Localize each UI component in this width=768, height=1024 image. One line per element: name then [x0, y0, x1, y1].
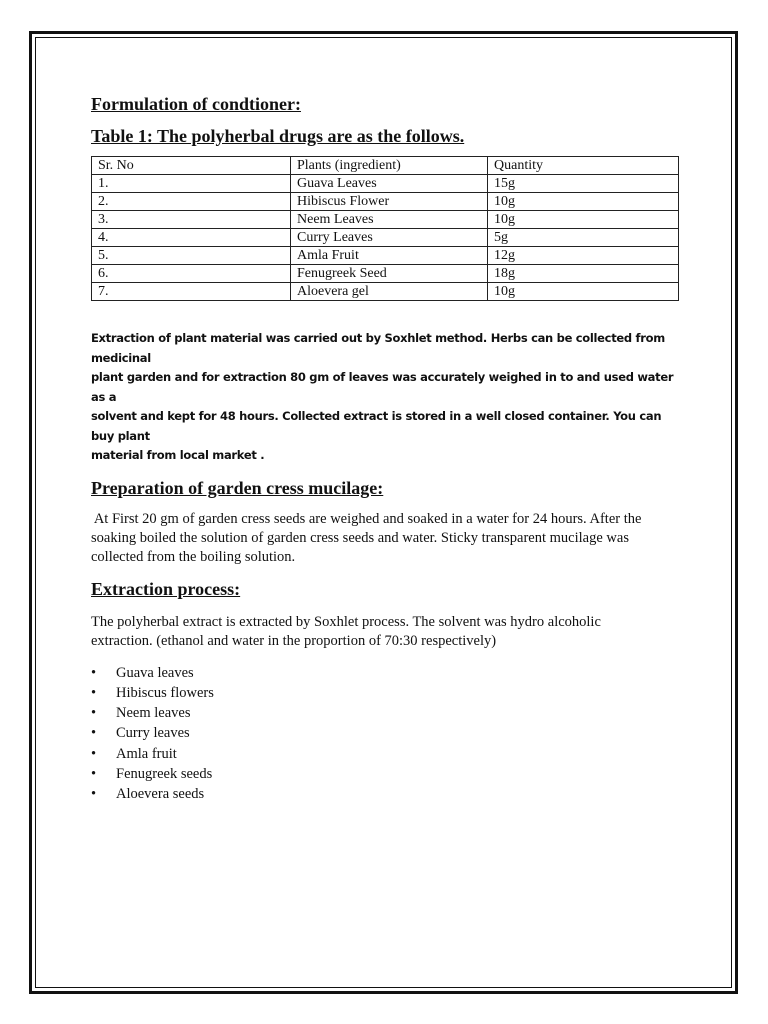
list-item [91, 723, 681, 743]
note-line: solvent and kept for 48 hours. Collected extract is stored in a well closed container. You can buy plant [91, 409, 662, 443]
table-row [92, 265, 679, 283]
table-cell: 5g [488, 229, 679, 247]
list-item [91, 703, 681, 723]
list-item-label: Guava leaves [116, 664, 194, 681]
mucilage-heading: Preparation of garden cress mucilage: [91, 477, 384, 498]
paragraph-line: At First 20 gm of garden cress seeds are weighed and soaked in a water for 24 hours. After the [91, 510, 642, 527]
note-line: material from local market . [91, 448, 265, 462]
paragraph-line: collected from the boiling solution. [91, 548, 296, 565]
note-line: plant garden and for extraction 80 gm of leaves was accurately weighed in to and used water as a [91, 370, 674, 404]
list-item-label: Amla fruit [116, 745, 177, 762]
table-cell: Curry Leaves [291, 229, 488, 247]
paragraph-line: The polyherbal extract is extracted by Soxhlet process. The solvent was hydro alcoholic [91, 613, 601, 630]
table-cell: 1. [92, 175, 291, 193]
paragraph-line: soaking boiled the solution of garden cress seeds and water. Sticky transparent mucilage was [91, 529, 629, 546]
bullet-icon: • [91, 664, 97, 681]
table-cell: 7. [92, 283, 291, 301]
bullet-icon: • [91, 705, 97, 722]
list-item-label: Hibiscus flowers [116, 684, 214, 701]
table-row [92, 247, 679, 265]
table-cell: 15g [488, 175, 679, 193]
table-header-cell: Sr. No [92, 157, 291, 175]
table-title: Table 1: The polyherbal drugs are as the follows. [91, 126, 465, 146]
list-item [91, 784, 681, 804]
table-cell: 10g [488, 211, 679, 229]
table-cell: 5. [92, 247, 291, 265]
table-row [92, 175, 679, 193]
list-item-label: Neem leaves [116, 705, 191, 722]
list-item [91, 764, 681, 784]
table-cell: Guava Leaves [291, 175, 488, 193]
paragraph-line: extraction. (ethanol and water in the proportion of 70:30 respectively) [91, 632, 497, 649]
table-cell: 12g [488, 247, 679, 265]
mucilage-paragraph [91, 510, 681, 567]
document-body [91, 92, 681, 805]
table-cell: Amla Fruit [291, 247, 488, 265]
table-cell: Aloevera gel [291, 283, 488, 301]
table-row [92, 229, 679, 247]
extraction-note [91, 329, 681, 466]
table-cell: 3. [92, 211, 291, 229]
table-row [92, 283, 679, 301]
table-header-row [92, 157, 679, 175]
table-cell: Fenugreek Seed [291, 265, 488, 283]
list-item [91, 683, 681, 703]
extraction-process-paragraph [91, 613, 681, 651]
plant-list [91, 663, 681, 805]
note-line: Extraction of plant material was carried out by Soxhlet method. Herbs can be collected from medicinal [91, 331, 665, 365]
formulation-heading: Formulation of condtioner: [91, 94, 301, 114]
list-item-label: Fenugreek seeds [116, 765, 213, 782]
table-cell: Neem Leaves [291, 211, 488, 229]
table-cell: 18g [488, 265, 679, 283]
table-row [92, 193, 679, 211]
bullet-icon: • [91, 725, 97, 742]
table-cell: 10g [488, 193, 679, 211]
list-item-label: Aloevera seeds [116, 786, 205, 803]
table-cell: 4. [92, 229, 291, 247]
list-item-label: Curry leaves [116, 725, 190, 742]
table-header-cell: Quantity [488, 157, 679, 175]
table-header-cell: Plants (ingredient) [291, 157, 488, 175]
bullet-icon: • [91, 684, 97, 701]
list-item [91, 663, 681, 683]
table-cell: 6. [92, 265, 291, 283]
list-item [91, 744, 681, 764]
bullet-icon: • [91, 745, 97, 762]
table-cell: Hibiscus Flower [291, 193, 488, 211]
extraction-process-heading: Extraction process: [91, 578, 241, 599]
polyherbal-table [91, 156, 679, 301]
bullet-icon: • [91, 786, 97, 803]
table-row [92, 211, 679, 229]
bullet-icon: • [91, 765, 97, 782]
table-cell: 2. [92, 193, 291, 211]
table-cell: 10g [488, 283, 679, 301]
